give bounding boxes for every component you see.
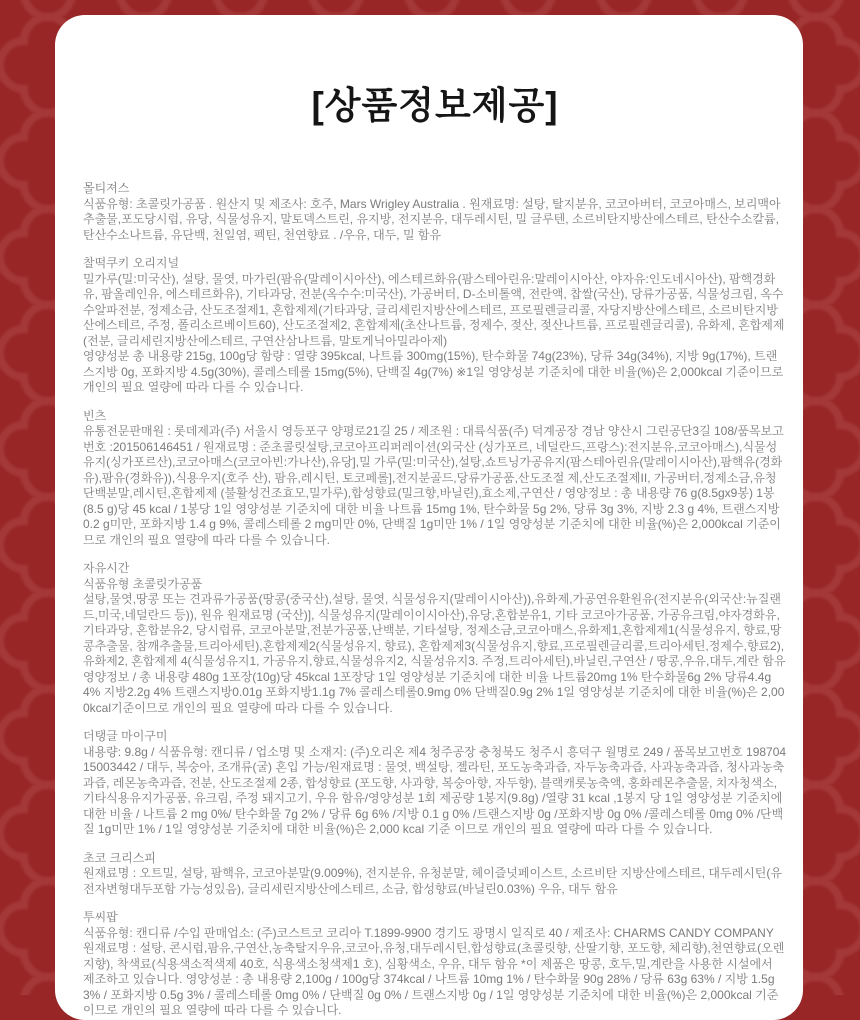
product-name: 더탱글 마이구미 [83,729,168,743]
product-details: 밀가루(밀:미국산), 설탕, 물엿, 마가린(팜유(말레이시아산), 에스테르화유(팜스테아린유:말레이시아산, 야자유:인도네시아산), 팜핵경화유, 팜올레인유, 에스테르화유), 기타과당, 전분(옥수수:미국산), 가공버터, D-소비톨액, 전란액, 찹쌀(국산), 당류가공품, 식물성크림, 옥수수알파전분, 정제소금, 산도조절제1, 혼합제제(기타과당, 글리세린지방산에스테르, 프로필렌글리콜, 자당지방산에스테르, 소르비탄지방산에스테르, 주정, 폴리소르베이트60), 산도조절제2, 혼합제제(초산나트륨, 정제수, 젖산, 젖산나트륨, 프로필렌글리콜), 유화제, 혼합제제(전분, 글리세린지방산에스테르, 구연산삼나트륨, 말토게닉아밀라아제) [83,271,785,348]
product-details: 식품유형: 초콜릿가공품 . 원산지 및 제조사: 호주, Mars Wrigley Australia . 원재료명: 설탕, 탈지분유, 코코아버터, 코코아매스, 보리맥아추출물,포도당시럽, 유당, 식물성유지, 말토덱스트린, 유지방, 전지분유, 대두레시틴, 밀 글루텐, 소르비탄지방산에스테르, 탄산수소칼륨,탄산수소나트륨, 유단백, 천일염, 펙틴, 천연향료 . /우유, 대두, 밀 함유 [83,196,781,242]
product-details: 원재료명 : 오트밀, 설탕, 팜핵유, 코코아분말(9.009%), 전지분유, 유청분말, 헤이즐넛페이스트, 소르비탄 지방산에스테르, 대두레시틴(유전자변형대두포함 가능성있음), 글리세린지방산에스테르, 소금, 합성향료(바닐린0.03%) 우유, 대두 함유 [83,866,782,896]
product-section [83,561,787,716]
product-name: 자유시간 [83,561,130,575]
product-name: 찰떡쿠키 오리지널 [83,256,180,270]
page-title: [상품정보제공] [311,85,559,126]
product-details: 식품유형 초콜릿가공품 [83,576,203,591]
product-details: 영양정보 / 총 내용량 480g 1포장(10g)당 45kcal 1포장당 1일 영양성분 기준치에 대한 비율 나트륨20mg 1% 탄수화물6g 2% 당류4.4g 4% 지방2.2g 4% 트랜스지방0.01g 포화지방1.1g 7% 콜레스테롤0.9mg 0% 단백질0.9g 2% 1일 영양성분 기준치에 대한 비율(%)은 2,000kcal기준이므로 개인의 필요 열량에 따라 다를 수 있습니다. [83,669,785,715]
product-details: 식품유형: 캔디류 /수입 판매업소: (주)코스트코 코리아 T.1899-9900 경기도 광명시 일직로 40 / 제조사: CHARMS CANDY COMPANY 원재료명 : 설탕, 콘시럽,팜유,구연산,농축탈지우유,코코아,유청,대두레시틴,합성향료(초콜릿향, 산딸기향, 포도향, 체리향),천연향료(오렌지향), 착색료(식용색소적색제 40호, 식용색소청색제1 호), 심황색소, 우유, 대두 함유 *이 제품은 땅콩, 호두,밀,계란을 사용한 시설에서 제조하고 있습니다. 영양성분 : 총 내용량 2,100g / 100g당 374kcal / 나트륨 10mg 1% / 탄수화물 90g 28% / 당류 63g 63% / 지방 1.5g 3% / 포화지방 0.5g 3% / 콜레스테롤 0mg 0% / 단백질 0g 0% / 트랜스지방 0g / 1일 영양성분 기준치에 대한 비율(%)은 2,000kcal 기준이므로 개인의 필요 열량에 따라 다를 수 있습니다. [83,925,785,1017]
product-name: 투씨팝 [83,910,118,924]
product-section [83,256,787,396]
product-section [83,729,787,838]
product-sections [83,181,787,1019]
product-details: 영양성분 총 내용량 215g, 100g당 함량 : 열량 395kcal, 나트륨 300mg(15%), 탄수화물 74g(23%), 당류 34g(34%), 지방 9g(17%), 트랜스지방 0g, 포화지방 4.5g(30%), 콜레스테롤 15mg(5%), 단백질 4g(7%) ※1일 영양성분 기준치에 대한 비율(%)은 2,000kcal 기준이므로 개인의 필요 열량에 따라 다를 수 있습니다. [83,349,784,394]
product-section [83,409,787,549]
product-details: 유통전문판매원 : 롯데제과(주) 서울시 영등포구 양평로21길 25 / 제조원 : 대륙식품(주) 덕계공장 경남 양산시 그린공단3길 108/품목보고번호 :201506146451 / 원재료명 : 준초콜릿설탕,코코아프리퍼레이션(외국산 (싱가포르, 네덜란드,프랑스):전지분유,코코아매스),식물성 유지(싱가포르산),코코아매스(코코아빈:가나산),유당],밀 가루(밀:미국산),설탕,쇼트닝가공유지(팜스테아린유(말레이시아산),팜핵유(경화유),팜유(경화유)),식용우지(호주 산), 팜유,레시틴, 토코페롤],전지분골드,당류가공품,산도조절 제,산도조절제II, 가공버터,정제소금,유청단백분말,레시틴,혼합제제 (불활성건조효모,밀가루),합성향료(밀크향,바닐린),효소제,구연산 / 영양정보 : 총 내용량 76 g(8.5gx9봉) 1봉(8.5 g)당 45 kcal / 1봉당 1일 영양성분 기준치에 대한 비율 나트륨 15mg 1%, 탄수화물 5g 2%, 당류 3g 3%, 지방 2.3 g 4%, 트랜스지방 0.2 g미만, 포화지방 1.4 g 9%, 콜레스테롤 2 mg미만 0%, 단백질 1g미만 1% / 1일 영양성분 기준치에 대한 비율(%)은 2,000kcal 기준이므로 개인의 필요 열량에 따라 다를 수 있습니다. [83,424,784,547]
product-name: 몰티져스 [83,181,130,195]
product-details: 내용량: 9.8g / 식품유형: 캔디류 / 업소명 및 소재지: (주)오리온 제4 청주공장 충청북도 청주시 흥덕구 월명로 249 / 품목보고번호 19870415003442 / 대두, 복숭아, 조개류(굴) 혼입 가능/원재료명 : 물엿, 백설탕, 젤라틴, 포도농축과즙, 자두농축과즙, 사과농축과즙, 청사과농축과즙, 레몬농축과즙, 전분, 산도조절제 2종, 합성향료 (포도향, 사과향, 복숭아향, 자두향), 블랙캐롯농축액, 홍화레몬추출물, 치자청색소, 기타식용유지가공품, 유크림, 주정 돼지고기, 우유 함유/영양성분 1회 제공량 1봉지(9.8g) /열량 31 kcal ,1봉지 당 1일 영양성분 기준치에 대한 비율 / 나트륨 2 mg 0%/ 탄수화물 7g 2% / 당류 6g 6% /지방 0.1 g 0% /트랜스지방 0g /포화지방 0g 0% /콜레스테롤 0mg 0% /단백질 1g미만 1% / 1일 영양성분 기준치에 대한 비율(%)은 2,000 kcal 기준 이므로 개인의 필요 열량에 따라 다를 수 있습니다. [83,744,787,836]
product-section [83,851,787,898]
product-details: 설탕,물엿,땅콩 또는 견과류가공품(땅콩(중국산),설탕, 물엿, 식물성유지(말레이시아산)),유화제,가공연유환원유(전지분유(외국산:뉴질랜드,미국,네덜란드 등)), 원유 원재료명 (국산)], 식물성유지(말레이이시아산),유당,혼합분유1, 기타 코코아가공품, 가공유크림,야자경화유,기타과당, 혼합분유2, 당시럽류, 코코아분말,전분가공품,난백분, 기타설탕, 정제소금,코코아매스,유화제1,혼합제제1(식물성유지, 향료,땅콩추출물, 참깨추출물,트리아세틴),혼합제제2(식물성유지, 향료), 혼합제제3(식물성유지,향료,프로필렌글리콜,트리아세틴,정제수,향료2),유화제2, 혼합제제 4(식물성유지1, 가공유지,향료,식물성유지2, 식물성유지3. 주정,트리아세틴),바닐린,구연산 / 땅콩,우유,대두,계란 함유 [83,592,786,668]
product-name: 초코 크리스피 [83,850,156,865]
product-name: 빈츠 [83,408,107,423]
product-section [83,910,787,1019]
product-section [83,181,787,243]
product-info-card [55,15,803,1020]
